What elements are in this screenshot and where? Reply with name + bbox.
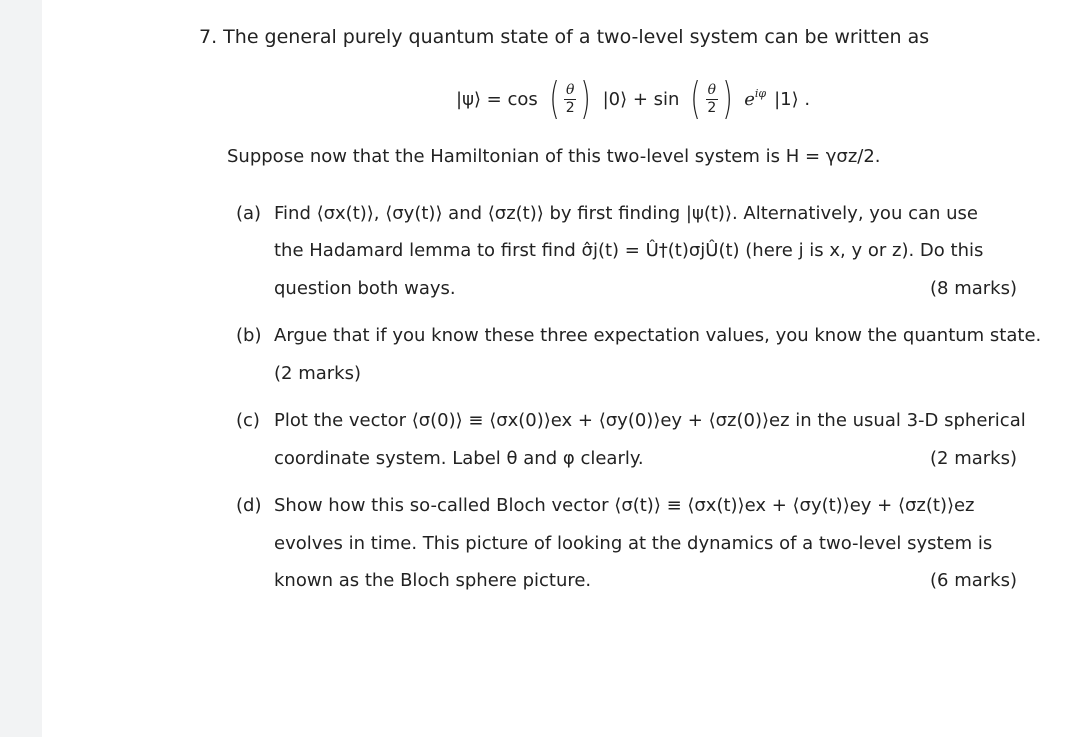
part-c-label: (c) (236, 410, 260, 431)
equation-tail: |1⟩ . (774, 88, 811, 110)
equation-lhs: |ψ⟩ = cos (456, 88, 538, 110)
part-c-marks: (2 marks) (930, 448, 1017, 469)
part-d-line2: evolves in time. This picture of looking at the dynamics of a two-level system is (274, 533, 993, 554)
part-a-marks: (8 marks) (930, 278, 1017, 299)
state-equation: |ψ⟩ = cos ( $\frac{\theta}{2}$ ) |0⟩ + sin ( $\frac{\theta}{2}$ ) $e^{i\varphi}$ |1⟩ . (456, 73, 811, 124)
part-d-marks: (6 marks) (930, 570, 1017, 591)
part-b-marks: (2 marks) (274, 363, 361, 384)
part-a-line2: the Hadamard lemma to first find σ̂j(t) = Û†(t)σjÛ(t) (here j is x, y or z). Do this (274, 240, 984, 261)
hamiltonian-statement: Suppose now that the Hamiltonian of this two-level system is H = γσz/2. (227, 146, 881, 167)
part-d-line3: known as the Bloch sphere picture. (274, 570, 592, 591)
equation-exponential: $e^{i\varphi}$ (744, 86, 767, 110)
part-b-label: (b) (236, 325, 262, 346)
part-d-line1: Show how this so-called Bloch vector ⟨σ(t)⟩ ≡ ⟨σx(t)⟩ex + ⟨σy(t)⟩ey + ⟨σz(t)⟩ez (274, 495, 975, 516)
part-d-label: (d) (236, 495, 262, 516)
part-a-line1: Find ⟨σx(t)⟩, ⟨σy(t)⟩ and ⟨σz(t)⟩ by first finding |ψ(t)⟩. Alternatively, you can use (274, 203, 978, 224)
part-c-line1: Plot the vector ⟨σ(0)⟩ ≡ ⟨σx(0)⟩ex + ⟨σy(0)⟩ey + ⟨σz(0)⟩ez in the usual 3-D spherical (274, 410, 1026, 431)
part-b-line1: Argue that if you know these three expectation values, you know the quantum state. (274, 325, 1042, 346)
part-c-line2: coordinate system. Label θ and φ clearly. (274, 448, 644, 469)
equation-mid: |0⟩ + sin (602, 88, 680, 110)
part-a-line3: question both ways. (274, 278, 456, 299)
fraction-theta-over-2-second: $\frac{\theta}{2}$ (707, 81, 717, 116)
fraction-theta-over-2: $\frac{\theta}{2}$ (565, 81, 575, 116)
question-intro: 7. The general purely quantum state of a two-level system can be written as (199, 26, 930, 48)
part-a-label: (a) (236, 203, 262, 224)
